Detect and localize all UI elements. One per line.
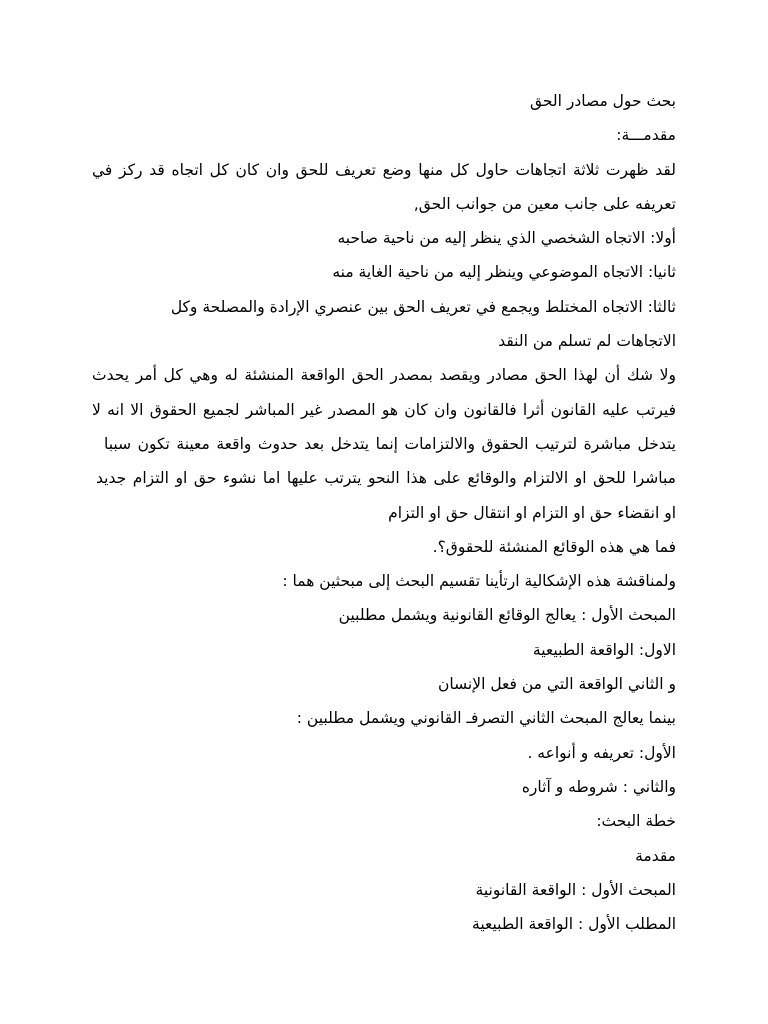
- paragraph-line: لقد ظهرت ثلاثة اتجاهات حاول كل منها وضع تعريف للحق وان كان كل اتجاه قد ركز في: [92, 160, 676, 179]
- list-item-second-approach: ثانيا: الاتجاه الموضوعي وينظر إليه من ناحية الغاية منه: [332, 263, 676, 282]
- section-heading-research-plan: خطة البحث:: [596, 812, 676, 831]
- outline-item: بينما يعالج المبحث الثاني التصرفـ القانوني ويشمل مطلبين :: [296, 709, 676, 728]
- paragraph-line: او انقضاء حق او التزام او انتقال حق او التزام: [388, 503, 676, 522]
- plan-item: مقدمة: [635, 846, 676, 865]
- research-question: فما هي هذه الوقائع المنشئة للحقوق؟.: [432, 537, 676, 556]
- plan-item: المطلب الأول : الواقعة الطبيعية: [472, 915, 676, 934]
- paragraph-line: فيرتب عليه القانون أثرا فالقانون وان كان هو المصدر غير المباشر لجميع الحقوق الا انه لا: [92, 400, 676, 419]
- document-title: بحث حول مصادر الحق: [530, 92, 676, 110]
- document-body: [92, 84, 676, 941]
- list-item-third-approach: ثالثا: الاتجاه المختلط ويجمع في تعريف الحق بين عنصري الإرادة والمصلحة وكل: [170, 297, 676, 316]
- outline-item: الأول: تعريفه و أنواعه .: [527, 743, 676, 762]
- paragraph-line: ولا شك أن لهذا الحق مصادر ويقصد بمصدر الحق الواقعة المنشئة له وهي كل أمر يحدث: [92, 366, 676, 385]
- paragraph-line: يتدخل مباشرة لترتيب الحقوق والالتزامات إنما يتدخل بعد حدوث واقعة معينة تكون سببا: [104, 434, 676, 453]
- paragraph-line: تعريفه على جانب معين من جوانب الحق,: [413, 194, 676, 213]
- list-item-first-approach: أولا: الاتجاه الشخصي الذي ينظر إليه من ناحية صاحبه: [337, 229, 676, 248]
- paragraph-line: الاتجاهات لم تسلم من النقد: [498, 332, 676, 351]
- paragraph-line: ولمناقشة هذه الإشكالية ارتأينا تقسيم البحث إلى مبحثين هما :: [282, 572, 676, 591]
- outline-item: و الثاني الواقعة التي من فعل الإنسان: [438, 675, 676, 694]
- plan-item: المبحث الأول : الواقعة القانونية: [475, 880, 676, 899]
- outline-item: المبحث الأول : يعالج الوقائع القانونية ويشمل مطلبين: [338, 606, 676, 625]
- outline-item: والثاني : شروطه و آثاره: [521, 777, 676, 796]
- outline-item: الاول: الواقعة الطبيعية: [532, 640, 676, 659]
- section-heading-introduction: مقدمـــة:: [616, 126, 676, 145]
- paragraph-line: مباشرا للحق او الالتزام والوقائع على هذا النحو يترتب عليها اما نشوء حق او التزام جديد: [96, 469, 676, 488]
